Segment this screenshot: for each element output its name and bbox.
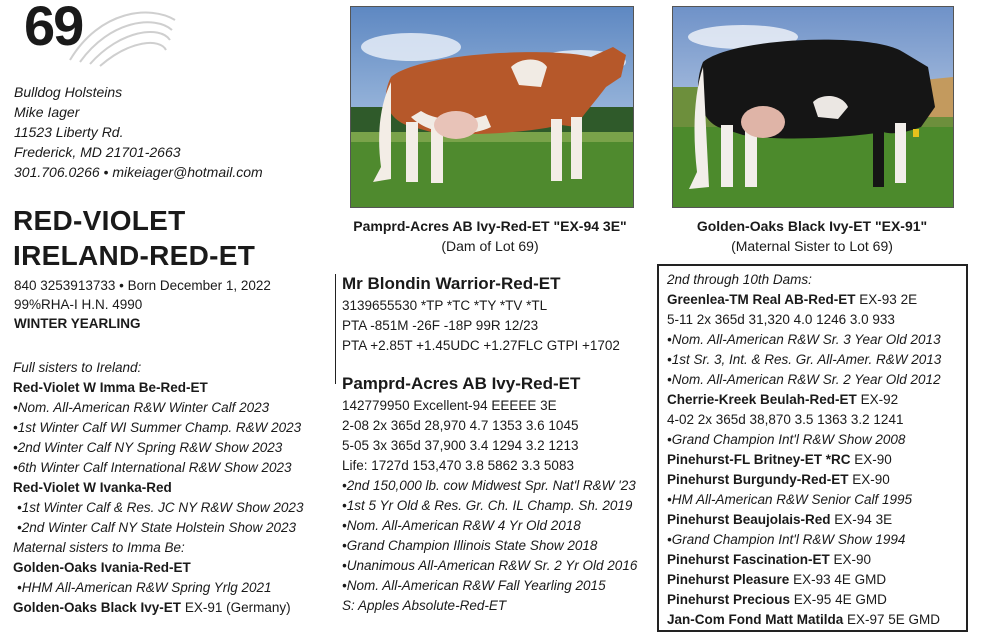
sisters-list-text: •6th Winter Calf International R&W Show 2023 xyxy=(13,460,292,475)
ancestor-dam-detail: 4-02 2x 365d 38,870 3.5 1363 3.2 1241 xyxy=(667,412,904,427)
ancestor-dam-line xyxy=(667,390,966,410)
consignor-block xyxy=(14,82,263,182)
dams-box-header: 2nd through 10th Dams: xyxy=(667,272,812,287)
sisters-list-item xyxy=(13,398,303,418)
ancestor-dam-line xyxy=(667,470,966,490)
owner-name: Mike Iager xyxy=(14,104,80,120)
ancestor-dam-name: Pinehurst-FL Britney-ET *RC xyxy=(667,452,851,467)
dam-caption-title: Pamprd-Acres AB Ivy-Red-ET "EX-94 3E" xyxy=(353,218,627,234)
ancestor-dam-line xyxy=(667,590,966,610)
sire-block xyxy=(342,272,620,356)
ancestor-dam-line xyxy=(667,570,966,590)
ancestor-dam-detail: EX-93 4E GMD xyxy=(789,572,887,587)
dam-record-line: 5-05 3x 365d 37,900 3.4 1294 3.2 1213 xyxy=(342,438,579,453)
sisters-list-text: Red-Violet W Ivanka-Red xyxy=(13,480,172,495)
sisters-list-item xyxy=(13,418,303,438)
sisters-list-item xyxy=(13,438,303,458)
ancestor-dam-line xyxy=(667,610,966,630)
ancestor-dam-detail: EX-90 xyxy=(850,452,892,467)
street-address: 11523 Liberty Rd. xyxy=(14,124,124,140)
rha-and-hn: 99%RHA-I H.N. 4990 xyxy=(14,297,143,312)
ancestor-dam-line xyxy=(667,410,966,430)
red-white-cow-image xyxy=(351,7,633,207)
ancestor-dam-line xyxy=(667,290,966,310)
ancestor-dam-detail: EX-93 2E xyxy=(855,292,918,307)
dam-record-line: •Unanimous All-American R&W Sr. 2 Yr Old 2016 xyxy=(342,558,638,573)
sisters-list-text: Golden-Oaks Black Ivy-ET xyxy=(13,600,182,615)
dam-photo-caption xyxy=(340,216,640,256)
sister-caption-title: Golden-Oaks Black Ivy-ET "EX-91" xyxy=(696,218,928,234)
sire-line: 3139655530 *TP *TC *TY *TV *TL xyxy=(342,298,548,313)
sister-photo xyxy=(672,6,954,208)
sisters-list-item xyxy=(13,478,303,498)
sister-photo-caption xyxy=(662,216,962,256)
dam-record-line: •1st 5 Yr Old & Res. Gr. Ch. IL Champ. Sh. 2019 xyxy=(342,498,633,513)
ancestor-dam-line xyxy=(667,370,966,390)
sisters-list-item xyxy=(13,378,303,398)
dam-record-line: •Nom. All-American R&W Fall Yearling 2015 xyxy=(342,578,606,593)
sisters-list-text: Full sisters to Ireland: xyxy=(13,360,142,375)
ancestor-dam-detail: EX-97 5E GMD xyxy=(843,612,941,627)
ancestor-dam-name: Pinehurst Fascination-ET xyxy=(667,552,830,567)
dam-block xyxy=(342,372,637,616)
dam-record-line: 2-08 2x 365d 28,970 4.7 1353 3.6 1045 xyxy=(342,418,579,433)
sisters-list-item xyxy=(13,578,303,598)
ancestor-dam-detail: EX-95 4E GMD xyxy=(790,592,887,607)
sisters-list-text: •2nd Winter Calf NY State Holstein Show 2023 xyxy=(17,520,297,535)
ancestor-dam-line xyxy=(667,510,966,530)
sire-name: Mr Blondin Warrior-Red-ET xyxy=(342,274,561,293)
city-state-zip: Frederick, MD 21701-2663 xyxy=(14,144,181,160)
pedigree-divider xyxy=(335,274,336,384)
ancestor-dam-detail: •Grand Champion Int'l R&W Show 2008 xyxy=(667,432,906,447)
ancestor-dam-detail: •Nom. All-American R&W Sr. 2 Year Old 2012 xyxy=(667,372,941,387)
dam-record-line: Life: 1727d 153,470 3.8 5862 3.3 5083 xyxy=(342,458,574,473)
ancestor-dam-name: Pinehurst Burgundy-Red-ET xyxy=(667,472,849,487)
dam-record-line: •2nd 150,000 lb. cow Midwest Spr. Nat'l R&W '23 xyxy=(342,478,636,493)
animal-name-line2: IRELAND-RED-ET xyxy=(13,240,256,271)
ancestor-dam-detail: EX-94 3E xyxy=(830,512,893,527)
ancestor-dam-detail: 5-11 2x 365d 31,320 4.0 1246 3.0 933 xyxy=(667,312,895,327)
ancestor-dam-name: Pinehurst Pleasure xyxy=(667,572,790,587)
animal-name-line1: RED-VIOLET xyxy=(13,205,186,236)
ancestor-dam-name: Jan-Com Fond Matt Matilda xyxy=(667,612,844,627)
dam-record-line: S: Apples Absolute-Red-ET xyxy=(342,598,507,613)
dam-name: Pamprd-Acres AB Ivy-Red-ET xyxy=(342,374,581,393)
sisters-list-item xyxy=(13,518,303,538)
ancestor-dams-box xyxy=(657,264,968,632)
sire-line: PTA +2.85T +1.45UDC +1.27FLC GTPI +1702 xyxy=(342,338,620,353)
black-white-cow-image xyxy=(673,7,953,207)
registration-info xyxy=(14,276,271,333)
ancestor-dam-name: Cherrie-Kreek Beulah-Red-ET xyxy=(667,392,857,407)
ancestor-dam-line xyxy=(667,430,966,450)
ancestor-dam-line xyxy=(667,310,966,330)
farm-name: Bulldog Holsteins xyxy=(14,84,123,100)
sisters-list-text: •2nd Winter Calf NY Spring R&W Show 2023 xyxy=(13,440,283,455)
ancestor-dam-detail: •Grand Champion Int'l R&W Show 1994 xyxy=(667,532,906,547)
id-and-birthdate: 840 3253913733 • Born December 1, 2022 xyxy=(14,278,271,293)
ancestor-dam-detail: •HM All-American R&W Senior Calf 1995 xyxy=(667,492,913,507)
dam-caption-sub: (Dam of Lot 69) xyxy=(441,238,539,254)
sisters-list-text: •HHM All-American R&W Spring Yrlg 2021 xyxy=(17,580,272,595)
sisters-list-item xyxy=(13,458,303,478)
sisters-list-text: Red-Violet W Imma Be-Red-ET xyxy=(13,380,208,395)
ancestor-dam-name: Greenlea-TM Real AB-Red-ET xyxy=(667,292,856,307)
dam-record-line: •Grand Champion Illinois State Show 2018 xyxy=(342,538,598,553)
sire-line: PTA -851M -26F -18P 99R 12/23 xyxy=(342,318,539,333)
ancestor-dam-name: Pinehurst Precious xyxy=(667,592,791,607)
ancestor-dam-detail: •1st Sr. 3, Int. & Res. Gr. All-Amer. R&W 2013 xyxy=(667,352,942,367)
ancestor-dam-detail: EX-90 xyxy=(829,552,872,567)
sisters-list-item xyxy=(13,598,303,618)
sisters-list-suffix: EX-91 (Germany) xyxy=(181,600,291,615)
sisters-list-text: Maternal sisters to Imma Be: xyxy=(13,540,185,555)
ancestor-dam-detail: EX-90 xyxy=(848,472,890,487)
sisters-list-item xyxy=(13,358,303,378)
sisters-list-item xyxy=(13,538,303,558)
ancestor-dam-line xyxy=(667,350,966,370)
phone-email: 301.706.0266 • mikeiager@hotmail.com xyxy=(14,164,263,180)
lot-number: 69 xyxy=(24,0,83,57)
ancestor-dam-detail: EX-92 xyxy=(856,392,899,407)
dam-record-line: 142779950 Excellent-94 EEEEE 3E xyxy=(342,398,557,413)
sisters-list-item xyxy=(13,558,303,578)
class-label: WINTER YEARLING xyxy=(14,316,141,331)
ancestor-dam-line xyxy=(667,530,966,550)
ancestor-dam-name: Pinehurst Beaujolais-Red xyxy=(667,512,831,527)
sisters-list-text: •1st Winter Calf WI Summer Champ. R&W 2023 xyxy=(13,420,302,435)
animal-name xyxy=(13,203,255,273)
sister-caption-sub: (Maternal Sister to Lot 69) xyxy=(731,238,893,254)
ancestor-dam-line xyxy=(667,550,966,570)
dam-photo xyxy=(350,6,634,208)
sisters-list xyxy=(13,358,303,618)
sisters-list-text: Golden-Oaks Ivania-Red-ET xyxy=(13,560,191,575)
sisters-list-text: •Nom. All-American R&W Winter Calf 2023 xyxy=(13,400,270,415)
ancestor-dam-line xyxy=(667,450,966,470)
ancestor-dam-line xyxy=(667,490,966,510)
sisters-list-item xyxy=(13,498,303,518)
ancestor-dam-line xyxy=(667,330,966,350)
sisters-list-text: •1st Winter Calf & Res. JC NY R&W Show 2023 xyxy=(17,500,304,515)
dam-record-line: •Nom. All-American R&W 4 Yr Old 2018 xyxy=(342,518,581,533)
ancestor-dam-detail: •Nom. All-American R&W Sr. 3 Year Old 2013 xyxy=(667,332,941,347)
